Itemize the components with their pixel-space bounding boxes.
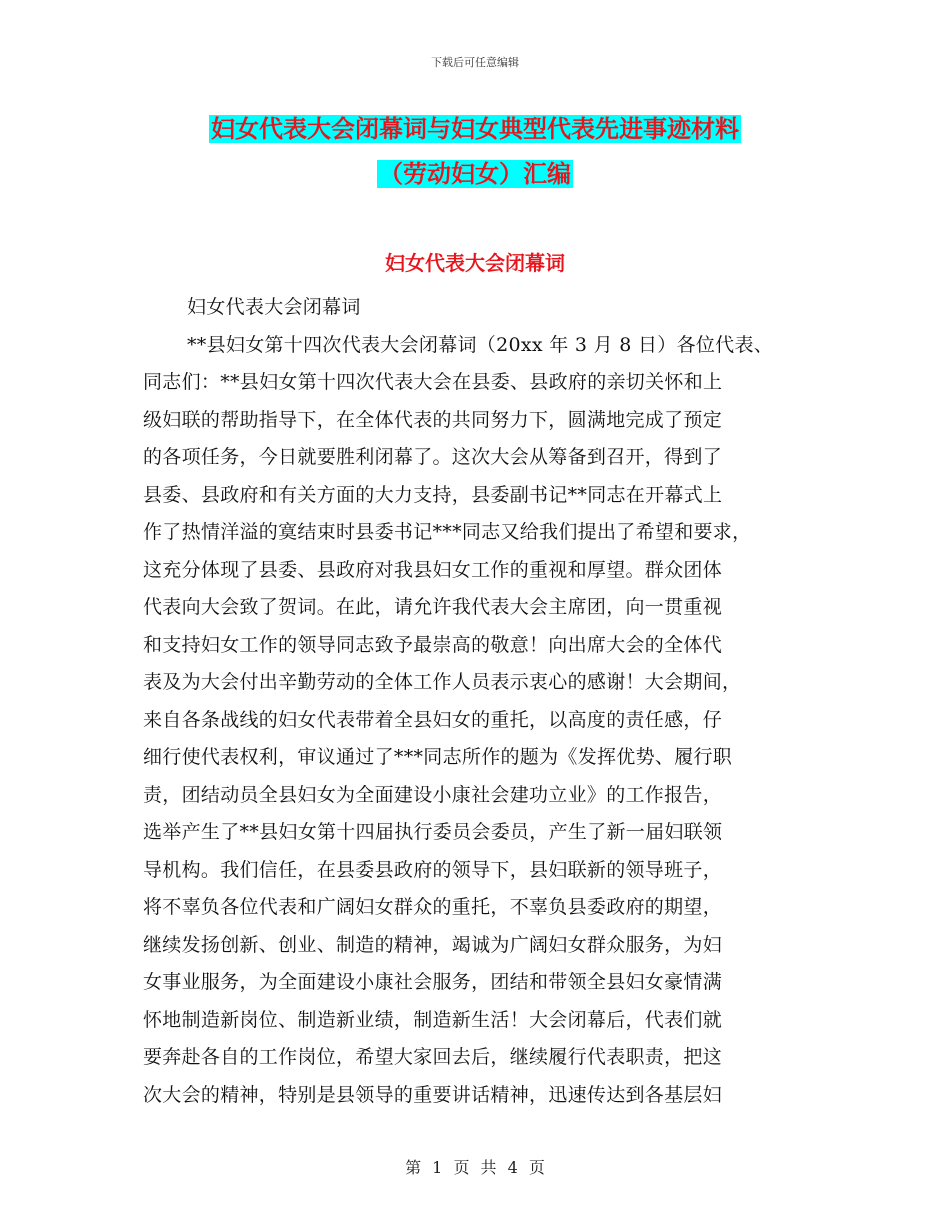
body-line: 要奔赴各自的工作岗位，希望大家回去后，继续履行代表职责，把这: [143, 1046, 723, 1068]
body-line: 责，团结动员全县妇女为全面建设小康社会建功立业》的工作报告，: [143, 783, 723, 806]
body-line: 妇女代表大会闭幕词: [187, 296, 361, 318]
body-line: 作了热情洋溢的寞结束时县委书记***同志又给我们提出了希望和要求，: [143, 521, 752, 543]
document-title-line-2: [0, 156, 950, 192]
page-footer: 第 1 页 共 4 页: [405, 1158, 545, 1177]
body-line: 继续发扬创新、创业、制造的精神，竭诚为广阔妇女群众服务，为妇: [143, 933, 723, 956]
section-heading: 妇女代表大会闭幕词: [385, 251, 565, 275]
body-line: 导机构。我们信任，在县委县政府的领导下，县妇联新的领导班子，: [143, 858, 723, 881]
body-line: 表及为大会付出辛勤劳动的全体工作人员表示衷心的感谢！大会期间，: [143, 671, 742, 693]
body-line: 的各项任务，今日就要胜利闭幕了。这次大会从筹备到召开，得到了: [143, 446, 723, 468]
body-line: 女事业服务，为全面建设小康社会服务，团结和带领全县妇女豪情满: [143, 971, 723, 993]
body-line: **县妇女第十四次代表大会闭幕词（20xx 年 3 月 8 日）各位代表、: [187, 333, 774, 356]
body-line: 怀地制造新岗位、制造新业绩，制造新生活！大会闭幕后，代表们就: [143, 1008, 723, 1031]
body-line: 次大会的精神，特别是县领导的重要讲话精神，迅速传达到各基层妇: [143, 1083, 723, 1106]
page-header-note: 下载后可任意编辑: [431, 56, 519, 69]
body-line: 将不辜负各位代表和广阔妇女群众的重托，不辜负县委政府的期望，: [143, 896, 723, 918]
body-line: 县委、县政府和有关方面的大力支持，县委副书记**同志在开幕式上: [143, 483, 723, 506]
document-title-text-2: （劳动妇女）汇编: [379, 160, 571, 188]
body-line: 选举产生了**县妇女第十四届执行委员会委员，产生了新一届妇联领: [143, 821, 723, 843]
body-line: 级妇联的帮助指导下，在全体代表的共同努力下，圆满地完成了预定: [143, 408, 723, 431]
document-title-text-1: 妇女代表大会闭幕词与妇女典型代表先进事迹材料: [211, 115, 739, 143]
body-line: 细行使代表权利，审议通过了***同志所作的题为《发挥优势、履行职: [143, 746, 733, 768]
body-line: 这充分体现了县委、县政府对我县妇女工作的重视和厚望。群众团体: [143, 558, 723, 581]
body-line: 来自各条战线的妇女代表带着全县妇女的重托，以高度的责任感，仔: [143, 708, 723, 731]
body-line: 同志们：**县妇女第十四次代表大会在县委、县政府的亲切关怀和上: [143, 371, 723, 393]
document-title-line-1: [0, 111, 950, 147]
body-line: 代表向大会致了贺词。在此，请允许我代表大会主席团，向一贯重视: [143, 596, 723, 618]
body-line: 和支持妇女工作的领导同志致予最崇高的敬意！向出席大会的全体代: [143, 633, 723, 656]
body-text: [143, 289, 823, 1114]
